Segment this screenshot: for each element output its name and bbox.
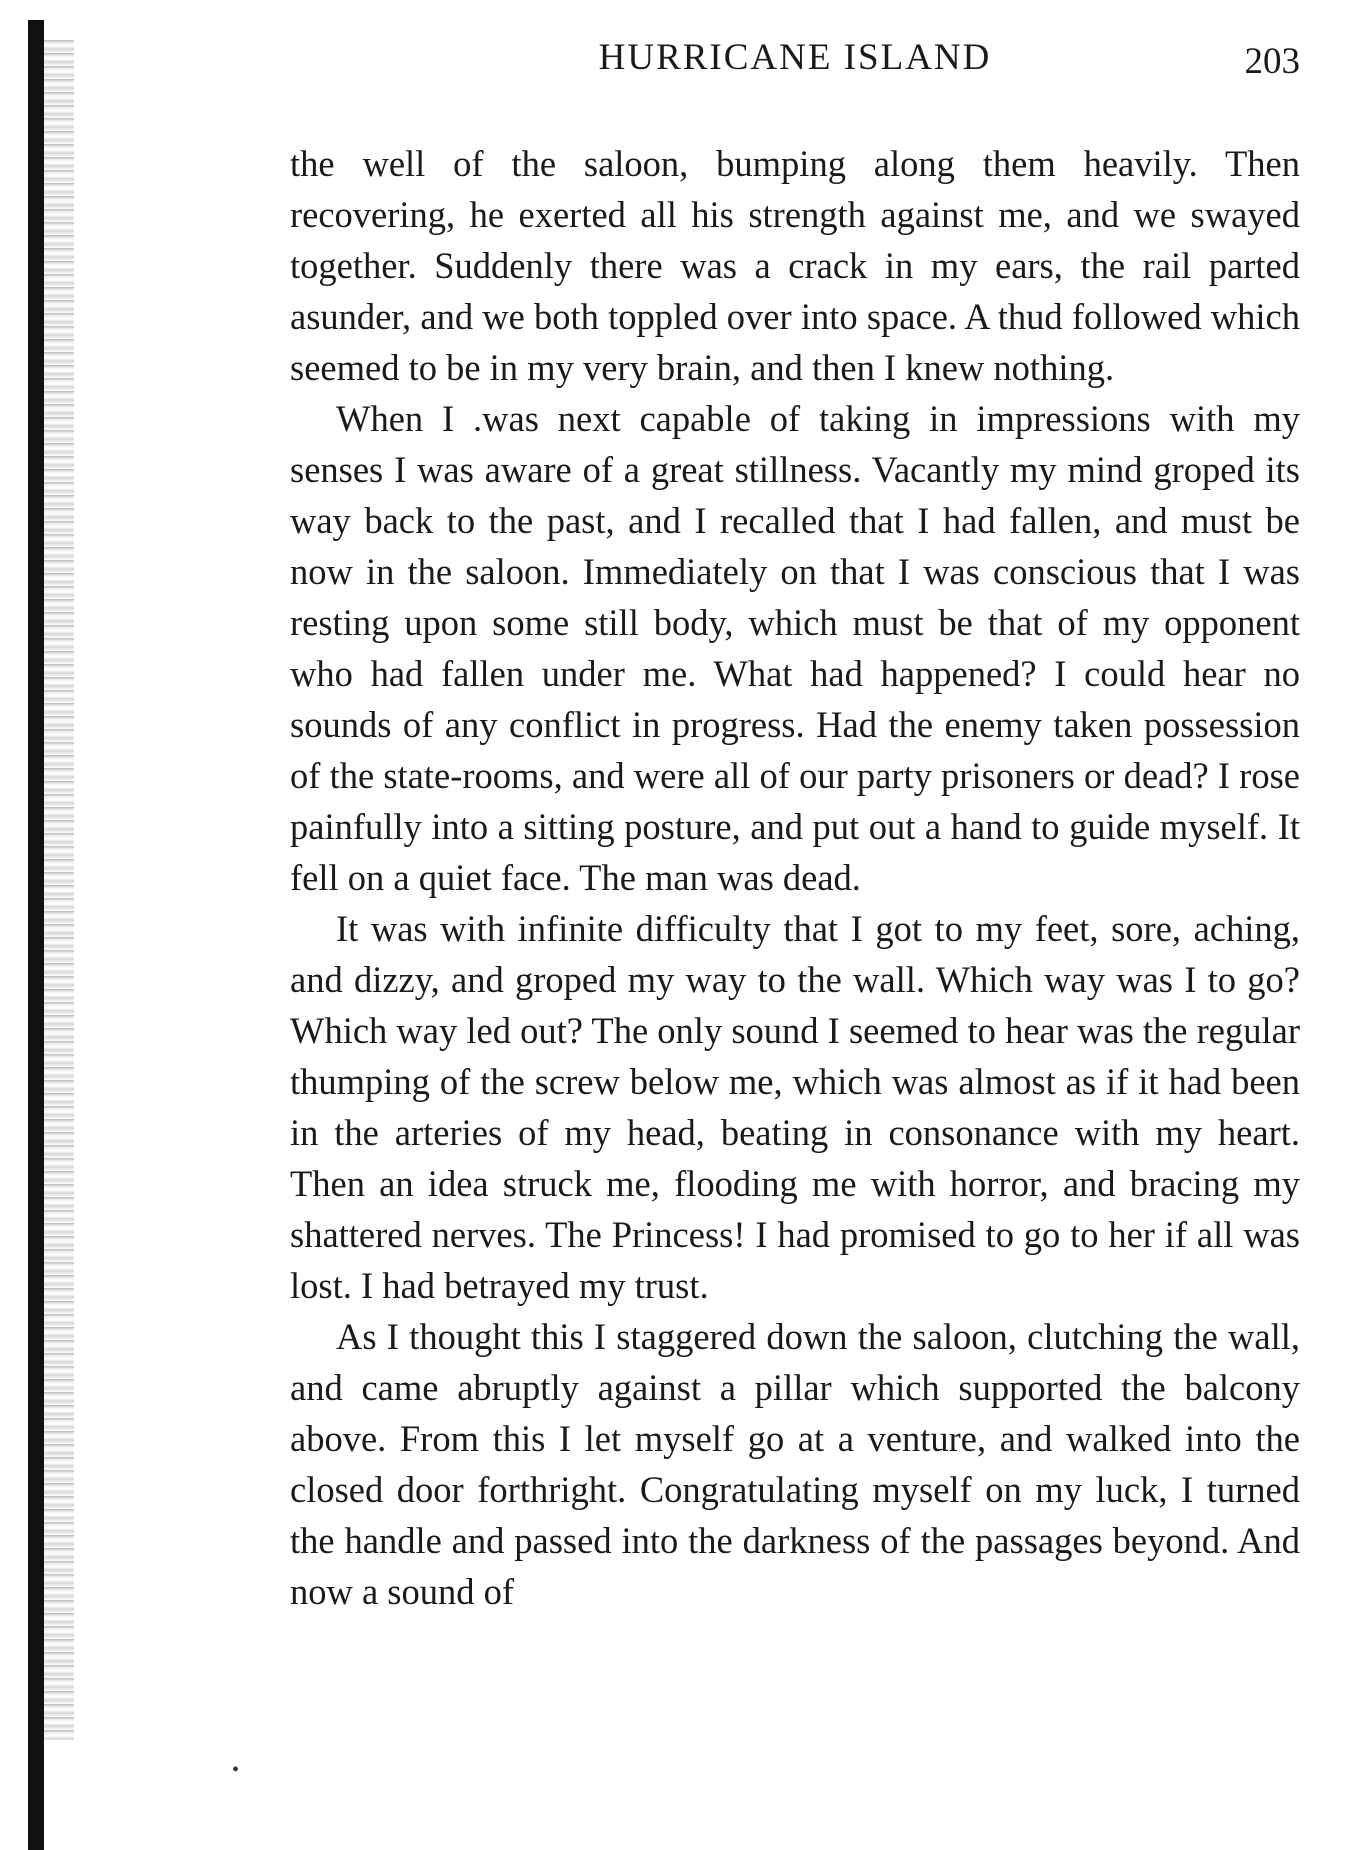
page-number: 203 [1244, 41, 1300, 82]
running-header [290, 30, 1300, 90]
binding-shadow [44, 40, 74, 1740]
page-binding-edge [28, 20, 44, 1850]
margin-dot: • [232, 1759, 240, 1781]
running-title: HURRICANE ISLAND [598, 37, 992, 78]
paragraph-1: the well of the saloon, bumping along them heavily. Then recovering, he exerted all his strength against me, and we swayed together. Suddenly there was a crack in my ears, the rail parted asunder, and we both toppled over into space. A thud followed which seemed to be in my very brain, and then I knew nothing. [290, 143, 1300, 388]
paragraph-3: It was with infinite difficulty that I got to my feet, sore, aching, and dizzy, and groped my way to the wall. Which way was I to go? Which way led out? The only sound I seemed to hear was the regular thumping of the screw below me, which was almost as if it had been in the arteries of my head, beating in consonance with my heart. Then an idea struck me, flooding me with horror, and bracing my shattered nerves. The Princess! I had promised to go to her if all was lost. I had betrayed my trust. [290, 908, 1300, 1306]
body-text [290, 138, 1300, 1617]
paragraph-4: As I thought this I staggered down the saloon, clutching the wall, and came abruptly against a pillar which supported the balcony above. From this I let myself go at a venture, and walked into the closed door forthright. Congratulating myself on my luck, I turned the handle and passed into the darkness of the passages beyond. And now a sound of [290, 1316, 1300, 1612]
paragraph-2: When I .was next capable of taking in impressions with my senses I was aware of a great stillness. Vacantly my mind groped its way back to the past, and I recalled that I had fallen, and must be now in the saloon. Immediately on that I was conscious that I was resting upon some still body, which must be that of my opponent who had fallen under me. What had happened? I could hear no sounds of any conflict in progress. Had the enemy taken possession of the state-rooms, and were all of our party prisoners or dead? I rose painfully into a sitting posture, and put out a hand to guide myself. It fell on a quiet face. The man was dead. [290, 398, 1300, 898]
